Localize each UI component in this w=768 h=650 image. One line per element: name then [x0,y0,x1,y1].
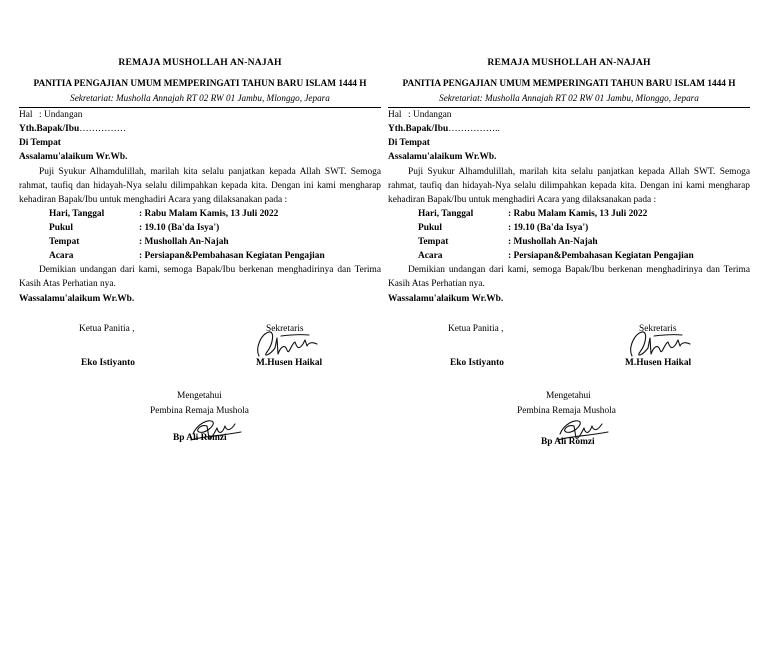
chairman-role: Ketua Panitia , [448,323,504,334]
recipient-place: Di Tempat [19,138,61,149]
recipient-label: Yth.Bapak/Ibu [388,124,449,135]
signature-block [388,322,750,472]
recipient-label: Yth.Bapak/Ibu [19,124,80,135]
event-details [418,207,750,263]
recipient-place: Di Tempat [388,138,430,149]
acknowledged-label: Mengetahui [546,390,591,401]
recipient-line [19,122,381,136]
secretary-name: M.Husen Haikal [256,357,323,368]
secretariat-address: Sekretariat: Musholla Annajah RT 02 RW 01 Jambu, Mlonggo, Jepara [388,92,750,108]
committee-title: PANITIA PENGAJIAN UMUM MEMPERINGATI TAHUN BARU ISLAM 1444 H [33,79,367,90]
detail-value: : Rabu Malam Kamis, 13 Juli 2022 [139,208,279,219]
greeting: Assalamu'alaikum Wr.Wb. [19,152,128,163]
subject-line [19,108,381,122]
opening-paragraph: Puji Syukur Alhamdulillah, marilah kita selalu panjatkan kepada Allah SWT. Semoga rahmat, taufiq dan hidayah-Nya selalu dilimpahkan kepada kita. Dengan ini kami mengharap kehadiran Bapak/Ibu untuk menghadiri Acara yang dilaksanakan pada : [19,166,381,205]
committee-title: PANITIA PENGAJIAN UMUM MEMPERINGATI TAHUN BARU ISLAM 1444 H [402,79,736,90]
detail-row-place [49,235,381,249]
detail-label: Acara [418,251,443,262]
detail-row-event [49,249,381,263]
organization-name: REMAJA MUSHOLLAH AN-NAJAH [118,57,282,68]
detail-row-time [418,221,750,235]
subject-label: Hal [19,110,33,121]
detail-value: : 19.10 (Ba'da Isya') [508,223,589,233]
detail-label: Hari, Tanggal [49,208,105,219]
advisor-name: Bp Ali Romzi [173,432,227,443]
acknowledged-label: Mengetahui [177,390,222,401]
secretary-name: M.Husen Haikal [625,357,692,368]
subject-value: : Undangan [408,110,452,121]
detail-value: : Rabu Malam Kamis, 13 Juli 2022 [508,208,648,219]
invitation-letter-right [388,56,750,472]
detail-label: Acara [49,251,74,262]
chairman-role: Ketua Panitia , [79,323,135,334]
subject-label: Hal [388,110,402,121]
detail-value: : Mushollah An-Najah [508,237,598,248]
invitation-letter-left [19,56,381,472]
closing-greeting: Wassalamu'alaikum Wr.Wb. [388,293,504,304]
organization-name: REMAJA MUSHOLLAH AN-NAJAH [487,57,651,68]
greeting: Assalamu'alaikum Wr.Wb. [388,152,497,163]
chairman-name: Eko Istiyanto [81,357,135,368]
detail-label: Tempat [418,237,449,248]
recipient-dots: …………….. [448,124,500,135]
detail-row-date [418,207,750,221]
detail-value: : Persiapan&Pembahasan Kegiatan Pengajian [508,251,694,262]
signature-block [19,322,381,472]
closing-greeting: Wassalamu'alaikum Wr.Wb. [19,293,135,304]
secretary-role: Sekretaris [266,323,304,334]
advisor-name: Bp Ali Romzi [541,436,595,447]
detail-row-place [418,235,750,249]
closing-paragraph: Demikian undangan dari kami, semoga Bapak/Ibu berkenan menghadirinya dan Terima Kasih Atas Perhatian nya. [388,265,750,290]
opening-paragraph: Puji Syukur Alhamdulillah, marilah kita selalu panjatkan kepada Allah SWT. Semoga rahmat, taufiq dan hidayah-Nya selalu dilimpahkan kepada kita. Dengan ini kami mengharap kehadiran Bapak/Ibu untuk menghadiri Acara yang dilaksanakan pada : [388,166,750,205]
detail-row-time [49,221,381,235]
detail-value: : 19.10 (Ba'da Isya') [139,223,220,233]
detail-label: Pukul [49,223,73,233]
detail-label: Tempat [49,237,80,248]
event-details [49,207,381,263]
detail-label: Pukul [418,223,442,233]
chairman-name: Eko Istiyanto [450,357,504,368]
detail-row-event [418,249,750,263]
advisor-role: Pembina Remaja Mushola [150,405,249,416]
closing-paragraph: Demikian undangan dari kami, semoga Bapak/Ibu berkenan menghadirinya dan Terima Kasih Atas Perhatian nya. [19,265,381,290]
advisor-role: Pembina Remaja Mushola [517,405,616,416]
recipient-line [388,122,750,136]
subject-line [388,108,750,122]
detail-row-date [49,207,381,221]
detail-value: : Persiapan&Pembahasan Kegiatan Pengajian [139,251,325,262]
subject-value: : Undangan [39,110,83,121]
secretariat-address: Sekretariat: Musholla Annajah RT 02 RW 01 Jambu, Mlonggo, Jepara [19,92,381,108]
detail-label: Hari, Tanggal [418,208,474,219]
detail-value: : Mushollah An-Najah [139,237,229,248]
secretary-role: Sekretaris [639,323,677,334]
recipient-dots: …………… [79,124,127,135]
